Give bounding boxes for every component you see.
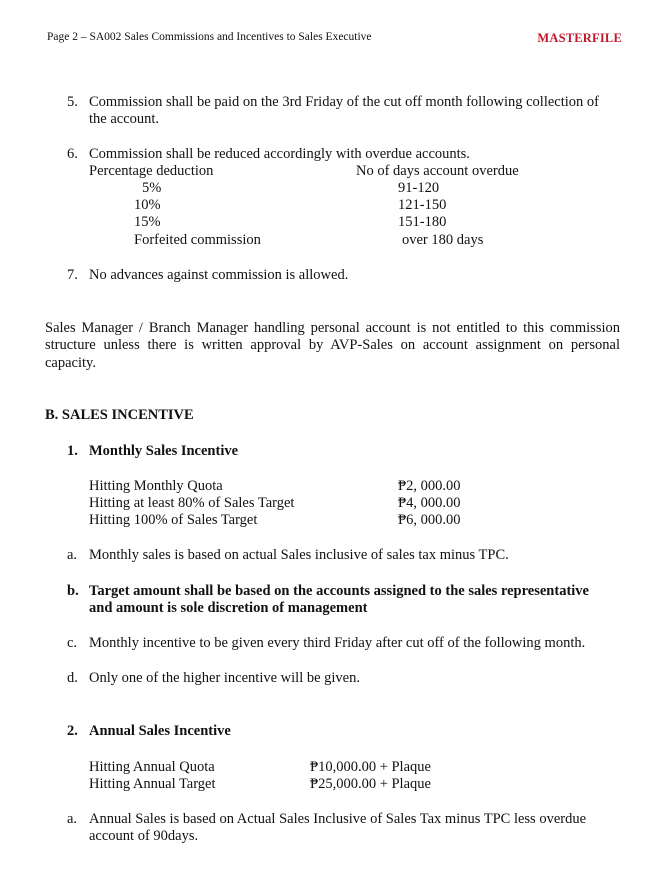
deduction-cell: Forfeited commission xyxy=(134,232,261,248)
incentive-amount: ₱25,000.00 + Plaque xyxy=(310,776,431,792)
annual-note-a-continuation: account of 90days. xyxy=(89,828,199,844)
monthly-note-b: b. Target amount shall be based on the accounts assigned to the sales representative xyxy=(67,583,589,599)
monthly-note-a: a. Monthly sales is based on actual Sales inclusive of sales tax minus TPC. xyxy=(67,547,509,563)
incentive-label: Hitting Monthly Quota xyxy=(89,478,223,494)
item-text: No advances against commission is allowed. xyxy=(89,267,349,283)
deduction-cell: 15% xyxy=(134,214,161,230)
manager-note-line: capacity. xyxy=(45,355,96,371)
incentive-amount: ₱6, 000.00 xyxy=(398,512,461,528)
monthly-note-d: d. Only one of the higher incentive will be given. xyxy=(67,670,360,686)
manager-note-line: Sales Manager / Branch Manager handling personal account is not entitled to this commission xyxy=(45,320,620,336)
item-5 xyxy=(67,94,599,111)
incentive-label: Hitting Annual Quota xyxy=(89,759,215,775)
incentive-label: Hitting at least 80% of Sales Target xyxy=(89,495,295,511)
masterfile-label: MASTERFILE xyxy=(537,31,622,45)
deduction-column-header: Percentage deduction xyxy=(89,163,214,179)
overdue-column-header: No of days account overdue xyxy=(356,163,519,179)
item-6 xyxy=(67,146,470,163)
annual-note-a: a. Annual Sales is based on Actual Sales Inclusive of Sales Tax minus TPC less overdue xyxy=(67,811,587,827)
item-text: Commission shall be reduced accordingly with overdue accounts. xyxy=(89,146,470,162)
monthly-note-c: c. Monthly incentive to be given every third Friday after cut off of the following month. xyxy=(67,635,586,651)
item-5-continuation: the account. xyxy=(89,111,160,127)
overdue-days-cell: 121-150 xyxy=(398,197,447,213)
overdue-days-cell: 91-120 xyxy=(398,180,440,196)
incentive-amount: ₱2, 000.00 xyxy=(398,478,461,494)
overdue-days-cell: 151-180 xyxy=(398,214,447,230)
page-header-title: Page 2 – SA002 Sales Commissions and Incentives to Sales Executive xyxy=(47,31,372,43)
incentive-label: Hitting Annual Target xyxy=(89,776,216,792)
overdue-days-cell: over 180 days xyxy=(402,232,484,248)
item-7 xyxy=(67,267,348,284)
incentive-amount: ₱10,000.00 + Plaque xyxy=(310,759,431,775)
deduction-cell: 5% xyxy=(142,180,162,196)
incentive-label: Hitting 100% of Sales Target xyxy=(89,512,258,528)
monthly-incentive-heading: 1. Monthly Sales Incentive xyxy=(67,443,239,459)
item-number: 7. xyxy=(67,267,78,283)
monthly-note-b-continuation: and amount is sole discretion of management xyxy=(89,600,368,616)
manager-note-line: structure unless there is written approval by AVP-Sales on account assignment on personal xyxy=(45,337,620,353)
annual-incentive-heading: 2. Annual Sales Incentive xyxy=(67,723,231,739)
item-text: Commission shall be paid on the 3rd Friday of the cut off month following collection of xyxy=(89,94,599,110)
section-b-title: B. SALES INCENTIVE xyxy=(45,407,194,423)
incentive-amount: ₱4, 000.00 xyxy=(398,495,461,511)
item-number: 5. xyxy=(67,94,78,110)
item-number: 6. xyxy=(67,146,78,162)
deduction-cell: 10% xyxy=(134,197,161,213)
